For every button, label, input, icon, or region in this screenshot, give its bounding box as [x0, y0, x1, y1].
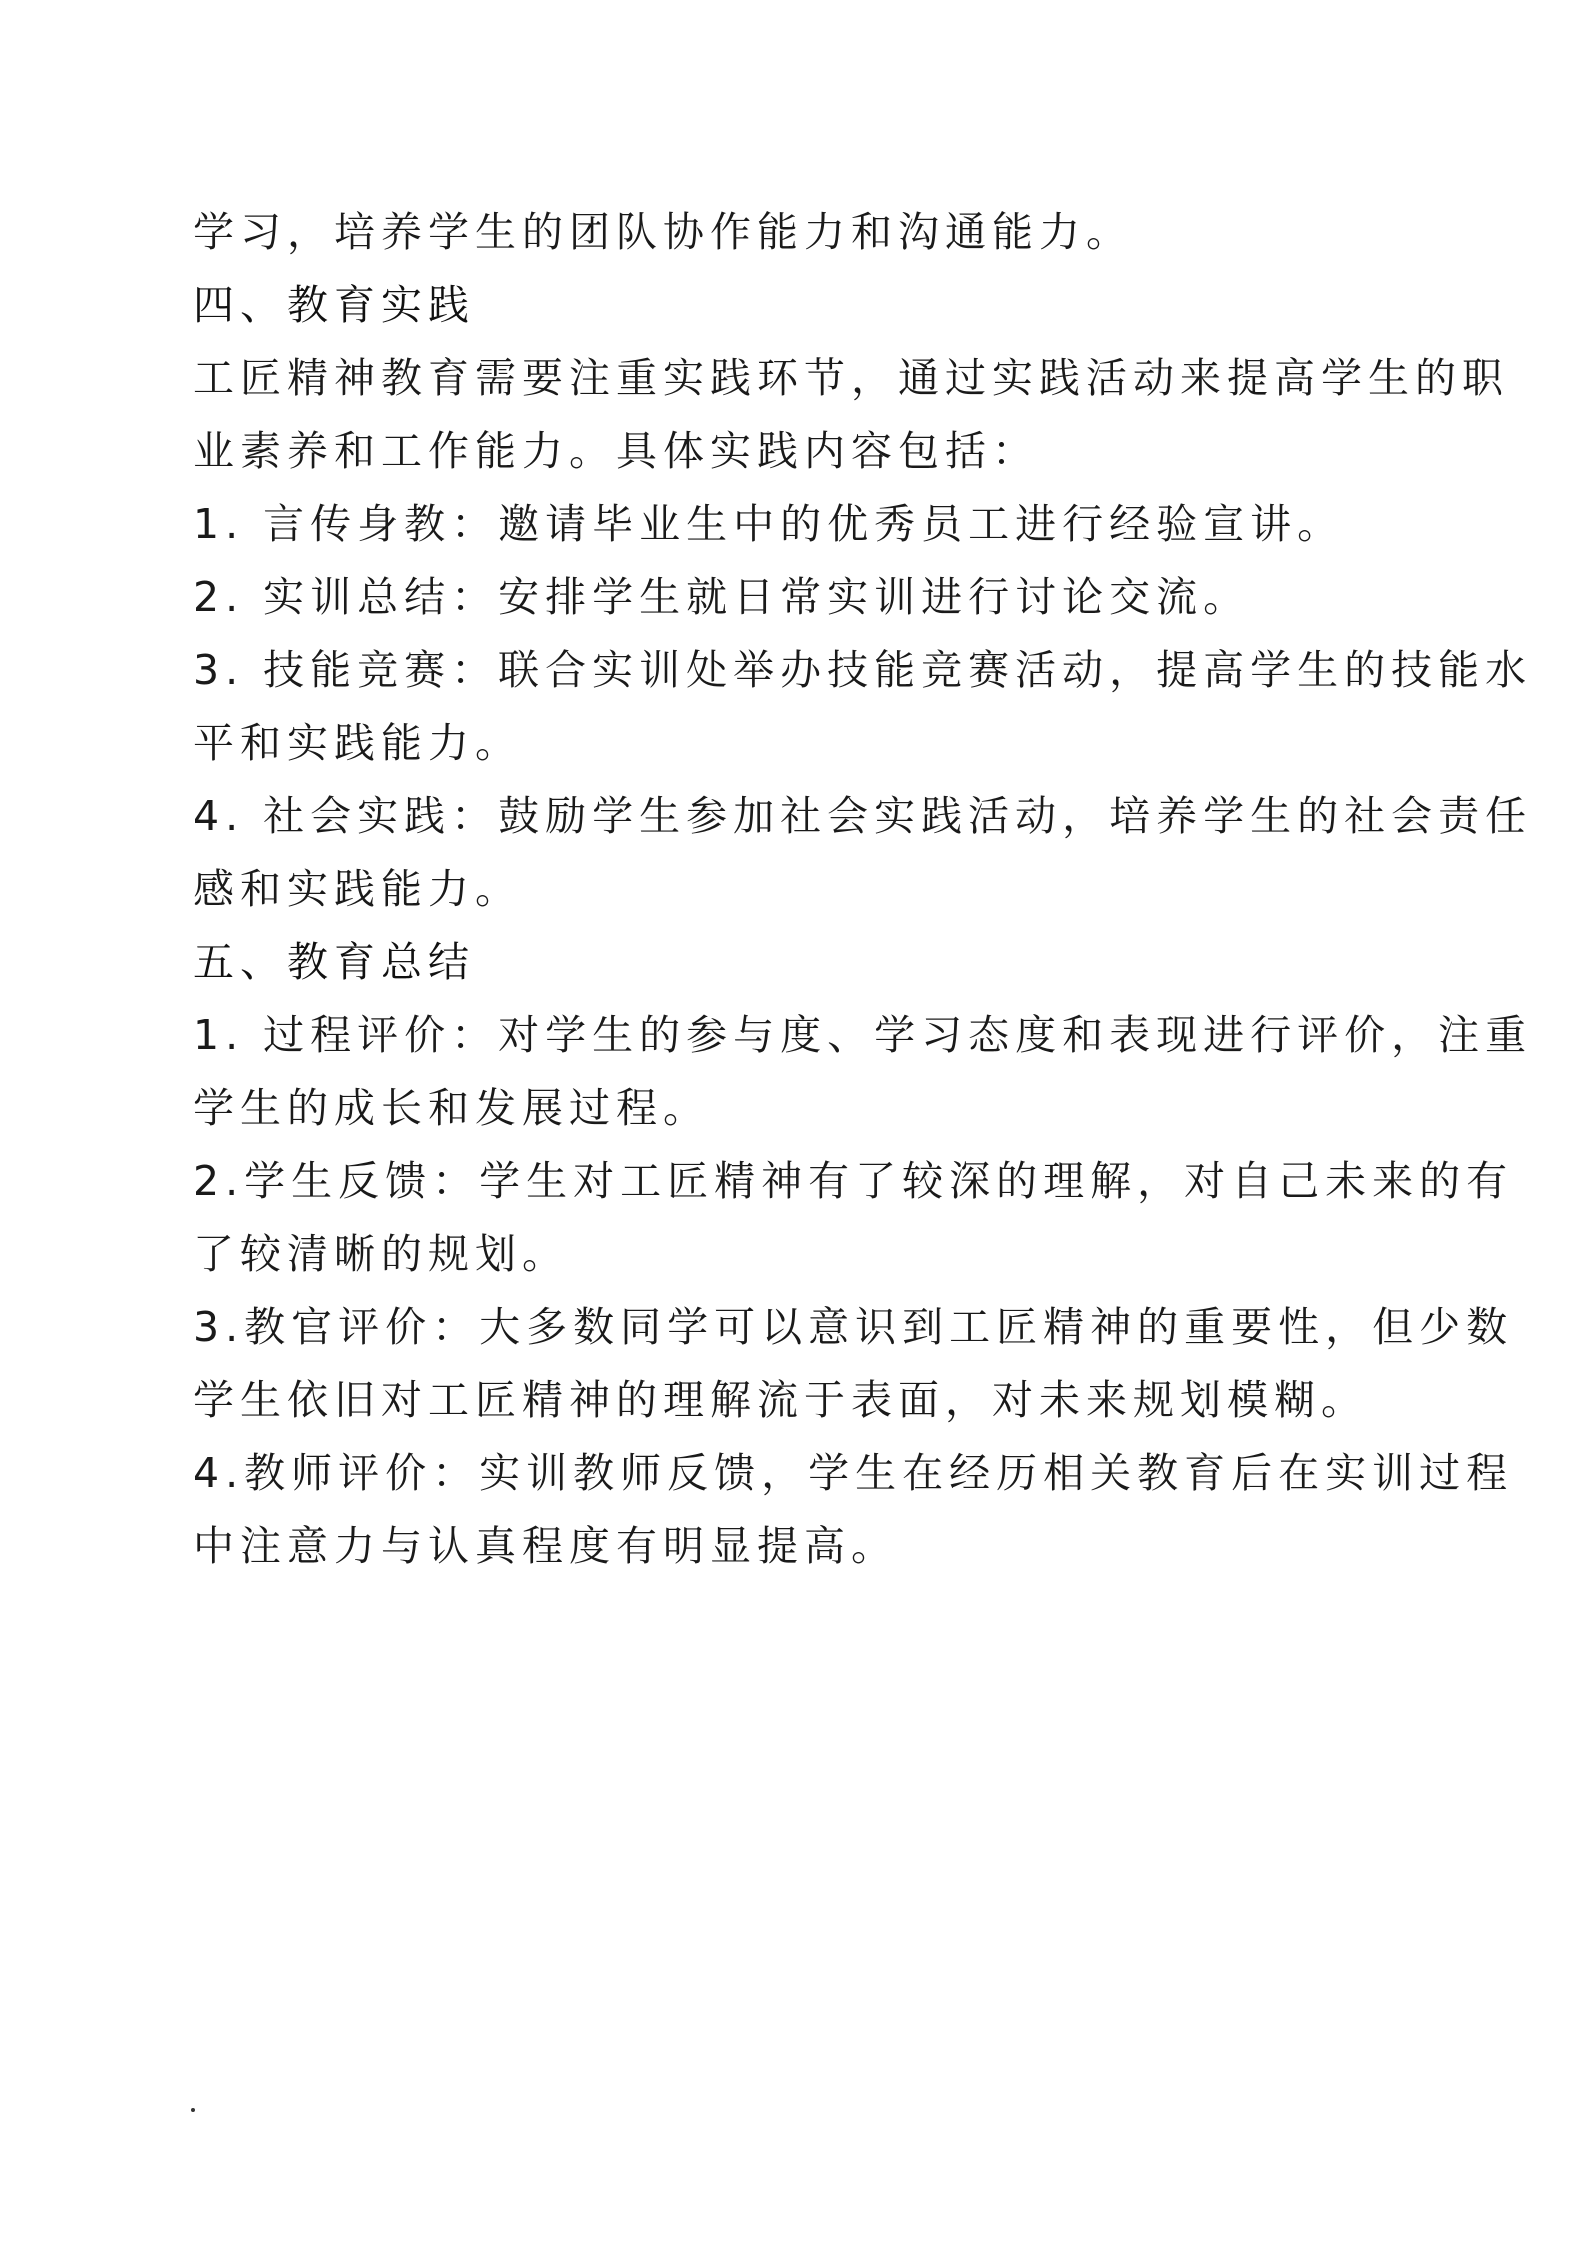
list-item: 1. 过程评价：对学生的参与度、学习态度和表现进行评价，注重: [193, 1011, 1533, 1059]
list-item: 2. 实训总结：安排学生就日常实训进行讨论交流。: [193, 573, 1251, 621]
paragraph-line: 工匠精神教育需要注重实践环节，通过实践活动来提高学生的职: [193, 354, 1509, 402]
list-item-continuation: 了较清晰的规划。: [193, 1230, 569, 1278]
document-body: [193, 196, 1533, 1583]
list-item-continuation: 中注意力与认真程度有明显提高。: [193, 1522, 898, 1570]
list-item-continuation: 平和实践能力。: [193, 719, 522, 767]
paragraph-line: 业素养和工作能力。具体实践内容包括：: [193, 427, 1039, 475]
section-heading-education-summary: 五、教育总结: [193, 938, 475, 986]
list-item: 4. 社会实践：鼓励学生参加社会实践活动，培养学生的社会责任: [193, 792, 1533, 840]
list-item: 1. 言传身教：邀请毕业生中的优秀员工进行经验宣讲。: [193, 500, 1345, 548]
footer-dot-mark: [191, 2108, 195, 2112]
list-item-continuation: 学生依旧对工匠精神的理解流于表面，对未来规划模糊。: [193, 1376, 1368, 1424]
list-item-continuation: 学生的成长和发展过程。: [193, 1084, 710, 1132]
list-item: 4.教师评价：实训教师反馈，学生在经历相关教育后在实训过程: [193, 1449, 1514, 1497]
section-heading-education-practice: 四、教育实践: [193, 281, 475, 329]
list-item: 3.教官评价：大多数同学可以意识到工匠精神的重要性，但少数: [193, 1303, 1514, 1351]
list-item: 2.学生反馈：学生对工匠精神有了较深的理解，对自己未来的有: [193, 1157, 1514, 1205]
paragraph-line: 学习，培养学生的团队协作能力和沟通能力。: [193, 208, 1133, 256]
list-item-continuation: 感和实践能力。: [193, 865, 522, 913]
list-item: 3. 技能竞赛：联合实训处举办技能竞赛活动，提高学生的技能水: [193, 646, 1533, 694]
